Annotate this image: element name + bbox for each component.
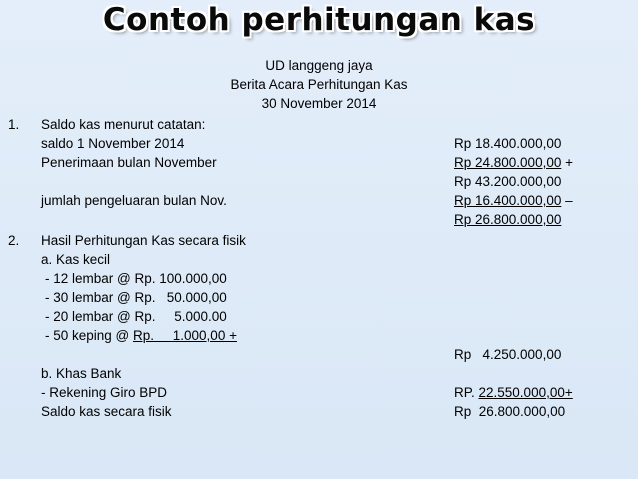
row-operator: + [561,155,573,170]
section1-heading: Saldo kas menurut catatan: [41,117,206,132]
subsection-b: b. Khas Bank [41,366,122,381]
document-date: 30 November 2014 [261,96,377,111]
row-amount-value: Rp 16.400.000,00 [454,193,562,208]
row-amount [454,153,573,172]
slide-title: Contoh perhitungan kas [102,2,536,38]
row-amount: Rp 26.800.000,00 [454,212,562,227]
denomination-item: - 20 lembar @ Rp. 5.000.00 [45,309,227,324]
total-amount: Rp 26.800.000,00 [454,404,566,419]
subsection-a: a. Kas kecil [41,252,111,267]
company-name: UD langgeng jaya [265,58,373,73]
row-amount: Rp 43.200.000,00 [454,174,562,189]
denomination-underlined: Rp. 1.000,00 + [133,328,237,343]
document-title: Berita Acara Perhitungan Kas [230,77,408,92]
row-label: jumlah pengeluaran bulan Nov. [41,193,227,208]
row-amount-value: Rp 24.800.000,00 [454,155,562,170]
denomination-item: - 50 keping @ Rp. 1.000,00 + [45,328,237,343]
section1-number: 1. [8,117,20,132]
row-amount [454,191,573,210]
bank-label: - Rekening Giro BPD [41,385,168,400]
row-amount: Rp 18.400.000,00 [454,136,562,151]
denomination-item: - 30 lembar @ Rp. 50.000,00 [45,290,227,305]
bank-amount: RP. 22.550.000,00+ [454,385,573,400]
kas-kecil-total: Rp 4.250.000,00 [454,347,562,362]
row-label: saldo 1 November 2014 [41,136,185,151]
section2-number: 2. [8,233,20,248]
row-label: Penerimaan bulan November [41,155,217,170]
denomination-item: - 12 lembar @ Rp. 100.000,00 [45,271,227,286]
row-operator: – [561,193,573,208]
section2-heading: Hasil Perhitungan Kas secara fisik [41,233,246,248]
total-label: Saldo kas secara fisik [41,404,172,419]
